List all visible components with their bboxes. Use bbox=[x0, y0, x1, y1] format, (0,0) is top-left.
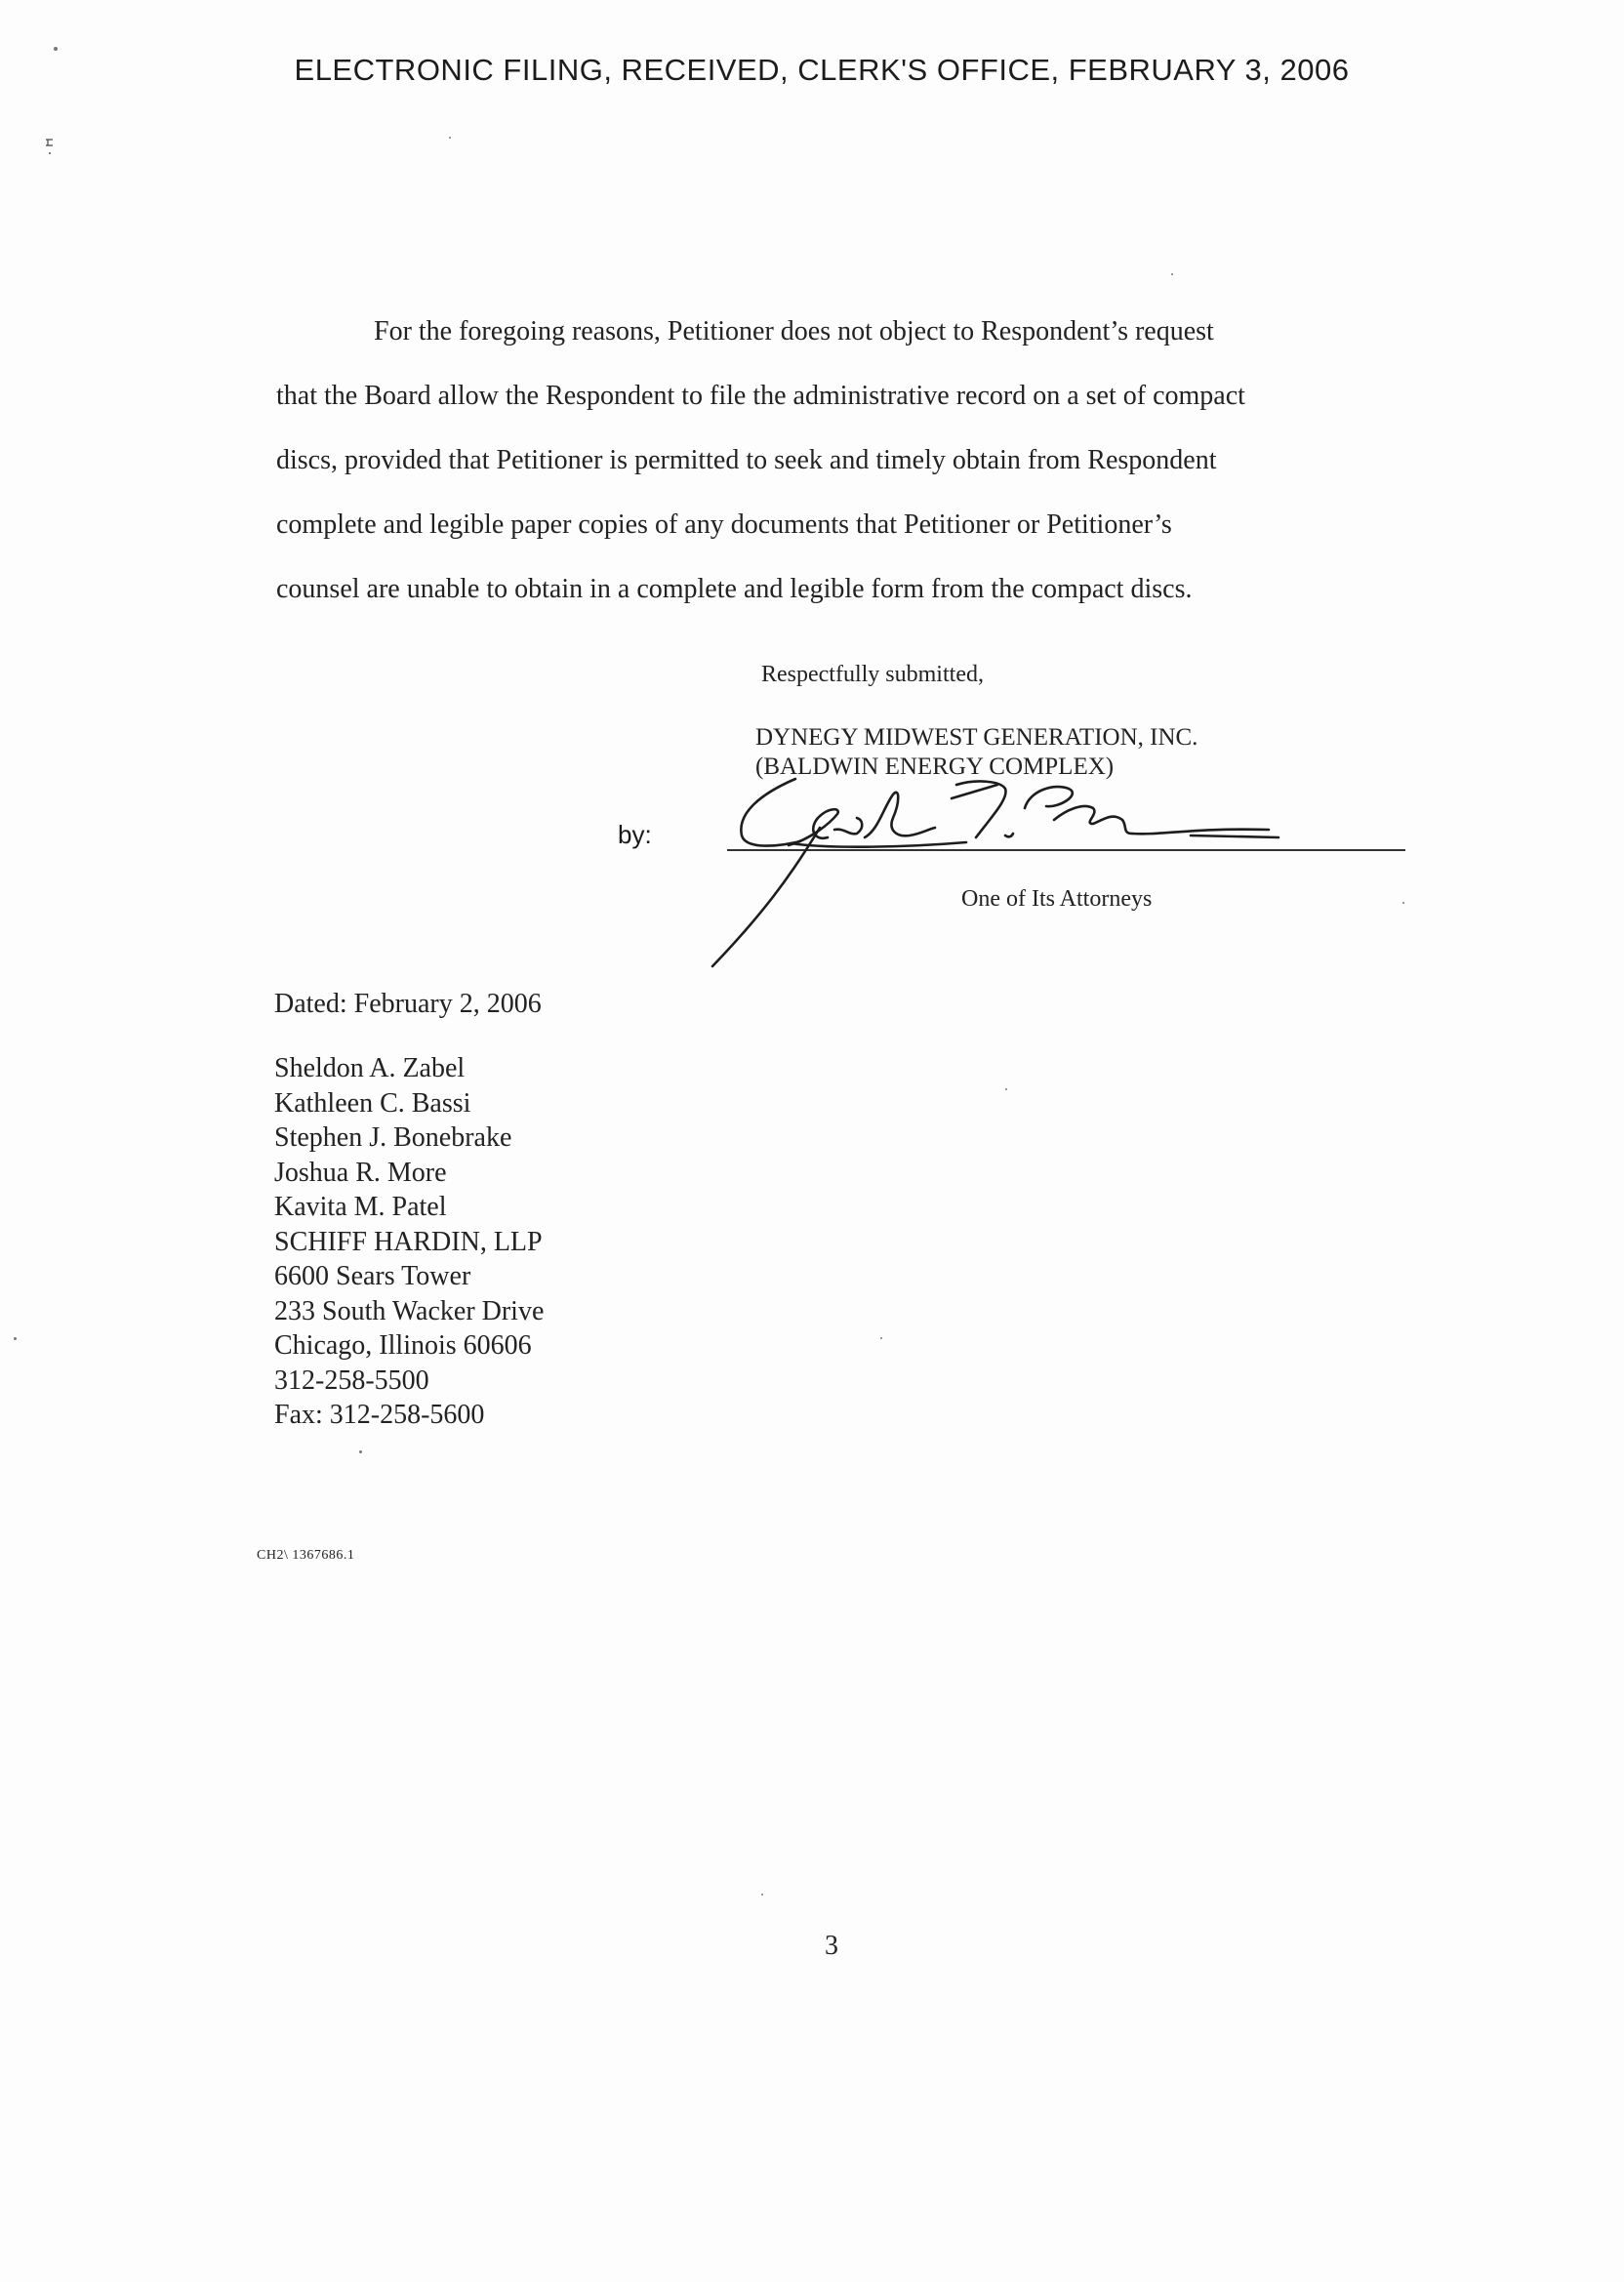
margin-mark bbox=[45, 137, 55, 156]
attorney-name: Kavita M. Patel bbox=[274, 1192, 447, 1222]
document-id: CH2\ 1367686.1 bbox=[257, 1548, 355, 1563]
attorney-name: Joshua R. More bbox=[274, 1157, 447, 1188]
by-label: by: bbox=[618, 820, 652, 849]
address-line: 233 South Wacker Drive bbox=[274, 1295, 545, 1326]
scan-speck bbox=[761, 1894, 763, 1895]
firm-name: SCHIFF HARDIN, LLP bbox=[274, 1226, 543, 1257]
body-paragraph bbox=[276, 300, 1389, 622]
counsel-address-block bbox=[274, 1051, 544, 1433]
address-line: 6600 Sears Tower bbox=[274, 1261, 471, 1291]
attorney-name: Stephen J. Bonebrake bbox=[274, 1122, 512, 1153]
fax-line: Fax: 312-258-5600 bbox=[274, 1400, 485, 1430]
phone-line: 312-258-5500 bbox=[274, 1365, 429, 1396]
closing-salutation: Respectfully submitted, bbox=[761, 662, 984, 687]
date-line: Dated: February 2, 2006 bbox=[274, 989, 542, 1019]
page-number: 3 bbox=[825, 1931, 838, 1961]
scan-speck bbox=[1402, 902, 1404, 904]
body-line: counsel are unable to obtain in a complete and legible form from the compact discs. bbox=[276, 574, 1193, 604]
scan-speck bbox=[359, 1450, 362, 1453]
address-line: Chicago, Illinois 60606 bbox=[274, 1330, 532, 1361]
scan-speck bbox=[1005, 1088, 1007, 1090]
company-subname: (BALDWIN ENERGY COMPLEX) bbox=[755, 754, 1115, 780]
scan-speck bbox=[14, 1337, 17, 1340]
body-line: discs, provided that Petitioner is permitted to seek and timely obtain from Respondent bbox=[276, 445, 1217, 475]
scan-speck bbox=[449, 137, 451, 139]
scan-speck bbox=[1171, 273, 1173, 275]
electronic-filing-stamp: ELECTRONIC FILING, RECEIVED, CLERK'S OFFICE, FEBRUARY 3, 2006 bbox=[294, 53, 1350, 87]
body-line: that the Board allow the Respondent to file the administrative record on a set of compact bbox=[276, 381, 1245, 411]
scan-speck bbox=[880, 1337, 882, 1339]
attorneys-caption: One of Its Attorneys bbox=[961, 886, 1153, 912]
body-line: For the foregoing reasons, Petitioner does not object to Respondent’s request bbox=[374, 316, 1214, 346]
handwritten-signature bbox=[683, 759, 1308, 974]
body-line: complete and legible paper copies of any documents that Petitioner or Petitioner’s bbox=[276, 509, 1172, 540]
attorney-name: Sheldon A. Zabel bbox=[274, 1053, 466, 1083]
company-name: DYNEGY MIDWEST GENERATION, INC. bbox=[755, 724, 1198, 751]
scan-speck bbox=[54, 47, 58, 51]
attorney-name: Kathleen C. Bassi bbox=[274, 1087, 471, 1119]
